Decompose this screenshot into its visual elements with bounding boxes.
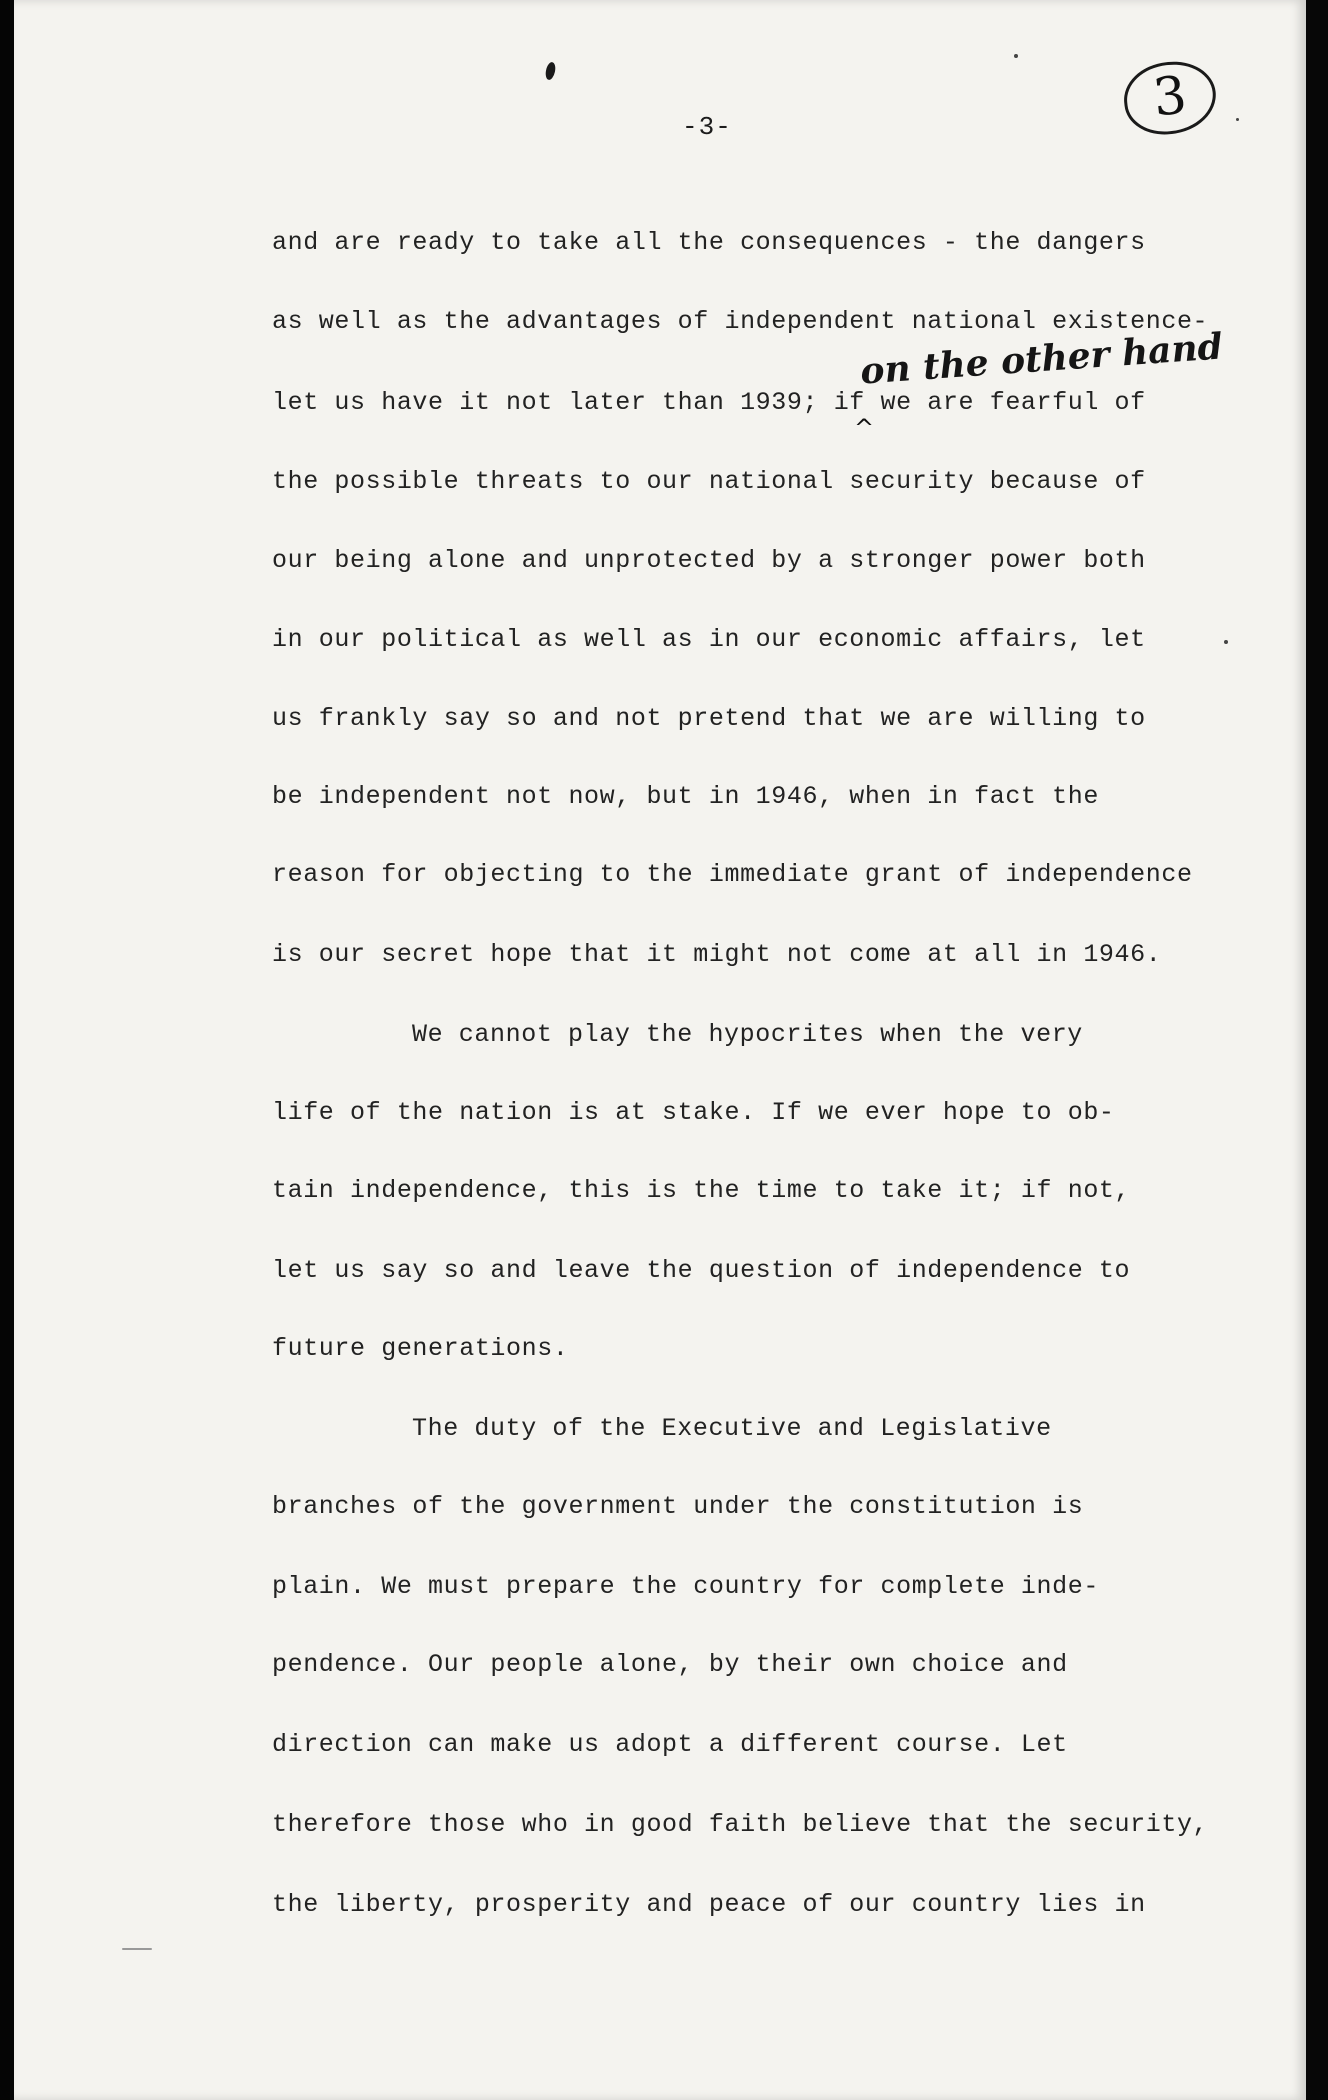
- text-line: reason for objecting to the immediate grant of independence: [272, 860, 1193, 889]
- text-line: tain independence, this is the time to take it; if not,: [272, 1176, 1131, 1205]
- text-line: the possible threats to our national security because of: [272, 467, 1146, 496]
- text-line: let us have it not later than 1939; if we are fearful of: [272, 388, 1146, 417]
- scan-frame-right: [1306, 0, 1328, 2100]
- text-line: branches of the government under the constitution is: [272, 1492, 1084, 1521]
- text-line: The duty of the Executive and Legislative: [412, 1414, 1052, 1443]
- text-line: as well as the advantages of independent national existence-: [272, 307, 1209, 336]
- text-line: in our political as well as in our economic affairs, let: [272, 625, 1146, 654]
- document-page: [14, 0, 1306, 2100]
- typed-body-text: [14, 0, 1306, 2100]
- text-line: us frankly say so and not pretend that we are willing to: [272, 704, 1146, 733]
- text-line: pendence. Our people alone, by their own choice and: [272, 1650, 1068, 1679]
- text-line: our being alone and unprotected by a stronger power both: [272, 546, 1146, 575]
- scan-frame-left: [0, 0, 14, 2100]
- text-line: be independent not now, but in 1946, when in fact the: [272, 782, 1099, 811]
- text-line: the liberty, prosperity and peace of our country lies in: [272, 1890, 1146, 1919]
- text-line: We cannot play the hypocrites when the very: [412, 1020, 1083, 1049]
- scan-speck: [122, 1948, 152, 1950]
- circled-page-number: 3: [1120, 57, 1219, 138]
- scan-speck: [1236, 118, 1239, 121]
- insertion-caret: ^: [854, 414, 875, 442]
- text-line: life of the nation is at stake. If we ever hope to ob-: [272, 1098, 1115, 1127]
- page-number: -3-: [682, 112, 732, 142]
- text-line: plain. We must prepare the country for complete inde-: [272, 1572, 1099, 1601]
- handwritten-insertion: on the other hand: [858, 325, 1225, 393]
- scan-speck: [1014, 54, 1018, 58]
- text-line: future generations.: [272, 1334, 569, 1363]
- text-line: direction can make us adopt a different course. Let: [272, 1730, 1068, 1759]
- text-line: and are ready to take all the consequences - the dangers: [272, 228, 1146, 257]
- text-line: let us say so and leave the question of independence to: [272, 1256, 1131, 1285]
- text-line: is our secret hope that it might not come at all in 1946.: [272, 940, 1162, 969]
- text-line: therefore those who in good faith believe that the security,: [272, 1810, 1209, 1839]
- scan-speck: [1224, 640, 1228, 644]
